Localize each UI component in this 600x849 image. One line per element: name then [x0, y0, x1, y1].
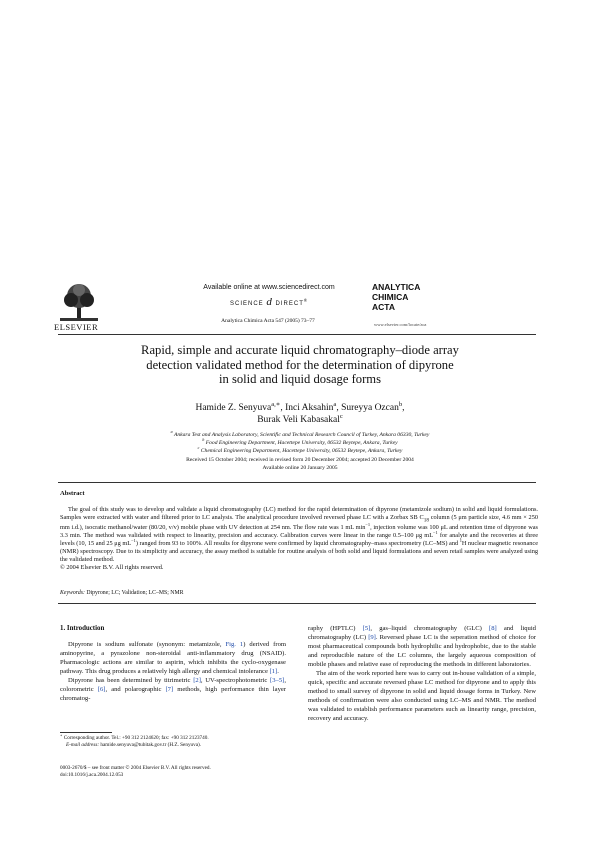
author-affil-mark[interactable]: a — [333, 400, 337, 408]
author-line-2 — [60, 414, 540, 426]
citation-link[interactable]: [9] — [368, 634, 376, 641]
sciencedirect-logo — [178, 296, 360, 308]
brand-line-3: ACTA — [372, 302, 395, 312]
author-line-1: Hamide Z. Senyuva$^{a,∗}$, Inci Aksahin$^a$, Sureyya Ozcan$^b$, — [195, 400, 405, 413]
journal-reference: Analytica Chimica Acta 547 (2005) 73–77 — [221, 318, 315, 324]
paragraph: The aim of the work reported here was to carry out in-house validation of a simple, quick, specific and accurate reversed phase LC method for dipyrone and to apply this method to small survey of dipyrone in solid and liquid dosage forms in Turkey. New methods of confirmation were also conducted using LC–MS and NMR. The method was validated to establish performance parameters such as linearity range, precision, recovery and accuracy. — [308, 670, 536, 722]
article-dates — [60, 457, 540, 472]
affiliation-c — [60, 445, 540, 456]
body-text: Dipyrone is sodium sulfonate (synonym: metamizole, — [68, 641, 226, 648]
author-affil-mark[interactable]: a,∗ — [271, 400, 281, 408]
brand-line-1: ANALYTICA — [372, 282, 421, 292]
affiliation-b — [60, 437, 540, 448]
section-heading: 1. Introduction — [60, 625, 105, 632]
abstract-bottom-divider — [58, 603, 536, 604]
title-line-3: in solid and liquid dosage forms — [219, 372, 381, 386]
sciencedirect-at: d — [266, 296, 273, 308]
abstract-heading: Abstract — [60, 490, 85, 497]
body-text: , and polarographic — [105, 686, 166, 693]
abstract-text: column (5 μm particle size, 4.6 mm × 250 mm i.d.), isocratic methanol/water (80/20, v/v) mobile phase with UV detection at 254 nm. The flow rate was 1 mL min — [60, 514, 539, 532]
received-dates: Received 15 October 2004; received in revised form 20 December 2004; accepted 20 December 2004 — [186, 457, 414, 463]
citation-link[interactable]: [2] — [193, 677, 201, 684]
footnote-line-2 — [60, 742, 288, 749]
doi-line[interactable]: doi:10.1016/j.aca.2004.12.053 — [60, 772, 124, 779]
abstract-copyright: © 2004 Elsevier B.V. All rights reserved. — [60, 564, 164, 572]
author-name: Hamide Z. Senyuva — [195, 403, 272, 413]
affiliations — [60, 432, 540, 455]
body-text: Dipyrone has been determined by titrimetric — [68, 677, 194, 684]
keywords-text: Dipyrone; LC; Validation; LC–MS; NMR — [84, 590, 184, 596]
affiliation-text: Ankara Test and Analysis Laboratory, Scientific and Technical Research Council of Turkey, Ankara 06330, Turkey — [173, 432, 430, 438]
body-text: raphy (HPTLC) — [308, 625, 363, 632]
figure-link[interactable]: Fig. 1 — [225, 641, 244, 648]
sciencedirect-left: SCIENCE — [230, 301, 264, 307]
issn-block — [60, 765, 288, 780]
footnote-rule — [60, 732, 112, 733]
author-affil-mark[interactable]: c — [339, 412, 343, 420]
paragraph — [60, 640, 286, 676]
citation-link[interactable]: [6] — [97, 686, 106, 693]
citation-link[interactable]: [8] — [489, 625, 497, 632]
footnote-mark: ∗ — [60, 733, 63, 738]
abstract-text: The goal of this study was to develop and validate a liquid chromatography (LC) method for the rapid determination of dipyrone (metamizole sodium) in solid and liquid formulations. Samples were extracted with water and filtered prior to LC analysis. The analytical procedure involved reversed phase LC with a Zorbax SB C — [60, 506, 538, 521]
affiliation-mark: a — [170, 430, 173, 435]
author-affil-mark[interactable]: b — [398, 400, 403, 408]
abstract-superscript: 1 — [459, 538, 462, 544]
body-text: and liquid chromatography (LC) — [308, 625, 536, 641]
affiliation-text: Food Engineering Department, Hacettepe University, 06532 Beytepe, Ankara, Turkey — [205, 439, 398, 446]
affiliation-mark: c — [197, 445, 200, 450]
abstract-top-divider — [58, 482, 536, 483]
abstract-text: H nuclear magnetic resonance (NMR) spectroscopy. Due to its simplicity and accuracy, the assay method is suitable for routine analysis of both solid and liquid formulations and seven retail samples were analyzed using the validated method. — [60, 540, 538, 564]
footnote-text: Corresponding author. Tel.: +90 312 2124620; fax: +90 312 2123740. — [62, 735, 209, 741]
affiliation-mark: b — [202, 437, 205, 442]
sciencedirect-right: DIRECT — [275, 301, 304, 307]
body-text: , gas–liquid chromatography (GLC) — [370, 625, 489, 632]
body-text: methods, high performance thin layer chromatog- — [60, 686, 286, 702]
body-text: . Reversed phase LC is the seperation method of choice for most pharmaceutical compounds both hydrophilic and hydrophobic, due to the stable and reproducible nature of the LC columns, the largely aqueous composition of mobile phases and relative ease of reproducing the methods in different laboratories. — [308, 634, 536, 668]
availability-line[interactable]: Available online at www.sciencedirect.com — [203, 284, 335, 291]
abstract-superscript: −1 — [433, 530, 438, 536]
paragraph — [308, 624, 536, 669]
brand-line-2: CHIMICA — [372, 292, 409, 302]
title-line-1: Rapid, simple and accurate liquid chromatography–diode array — [141, 343, 459, 357]
body-text: , colorometric — [60, 677, 286, 693]
citation-link[interactable]: [3–5] — [270, 677, 285, 684]
citation-link[interactable]: [7] — [165, 686, 174, 693]
citation-link[interactable]: [5] — [362, 625, 371, 632]
body-text: , UV-spectrophotometric — [200, 677, 271, 684]
publisher-name: ELSEVIER — [54, 322, 99, 332]
footnote — [60, 735, 288, 750]
author-list — [60, 402, 540, 426]
keywords — [60, 590, 184, 596]
affiliation-a — [60, 432, 540, 440]
body-text: ) derived from aminopyrine, a pyrazolone non-steroidal anti-inflammatory drug (NSAID). Pharmacologic actions are similar to aspirin, which inhibits the cyclo-oxygenase pathway. This drug produces a relatively high allergy and chemical intolerance — [60, 641, 286, 675]
journal-brand — [372, 282, 434, 312]
abstract-text: ) ranged from 93 to 100%. All results for dipyrone were confirmed by liquid chromatography–mass spectrometry (LC–MS) and — [135, 540, 460, 548]
abstract-superscript: −1 — [365, 522, 371, 528]
body-column-right — [308, 624, 536, 723]
title-line-2: detection validated method for the determination of dipyrone — [146, 357, 454, 372]
trademark-mark: ® — [303, 298, 308, 303]
header-divider — [58, 334, 536, 335]
abstract-text: for analyte and the recoveries at three levels (10, 15 and 25 μg mL — [60, 532, 538, 548]
author-name: Burak Veli Kabasakal — [257, 415, 340, 425]
email-link[interactable]: hamide.senyuva@tubitak.gov.tr (H.Z. Senyuva). — [99, 742, 202, 749]
abstract-body — [60, 506, 538, 572]
issn-line: 0003-2670/$ – see front matter © 2004 Elsevier B.V. All rights reserved. — [60, 765, 211, 771]
abstract-superscript: −1 — [131, 538, 136, 544]
paragraph — [60, 676, 286, 703]
abstract-subscript: 18 — [423, 517, 429, 524]
journal-url[interactable]: www.elsevier.com/locate/aca — [374, 322, 427, 327]
affiliation-text: Chemical Engineering Department, Hacettepe University, 06532 Beytepe, Ankara, Turkey — [200, 447, 403, 454]
email-label: E-mail address: — [66, 742, 100, 749]
paper-title — [60, 343, 540, 387]
body-text: . — [277, 668, 279, 675]
abstract-text: , injection volume was 100 μL and retention time of dipyrone was 3.3 min. The method was validated with respect to linearity, precision and accuracy. Calibration curves were linear in the range 0.5–100 μg mL — [60, 524, 538, 540]
author-name: Inci Aksahin — [285, 403, 334, 413]
keywords-label: Keywords: — [60, 590, 85, 596]
author-name: Sureyya Ozcan — [341, 403, 399, 413]
citation-link[interactable]: [1] — [269, 668, 278, 675]
online-date: Available online 20 January 2005 — [262, 464, 338, 471]
body-column-left — [60, 640, 286, 703]
elsevier-tree-logo — [58, 282, 100, 326]
